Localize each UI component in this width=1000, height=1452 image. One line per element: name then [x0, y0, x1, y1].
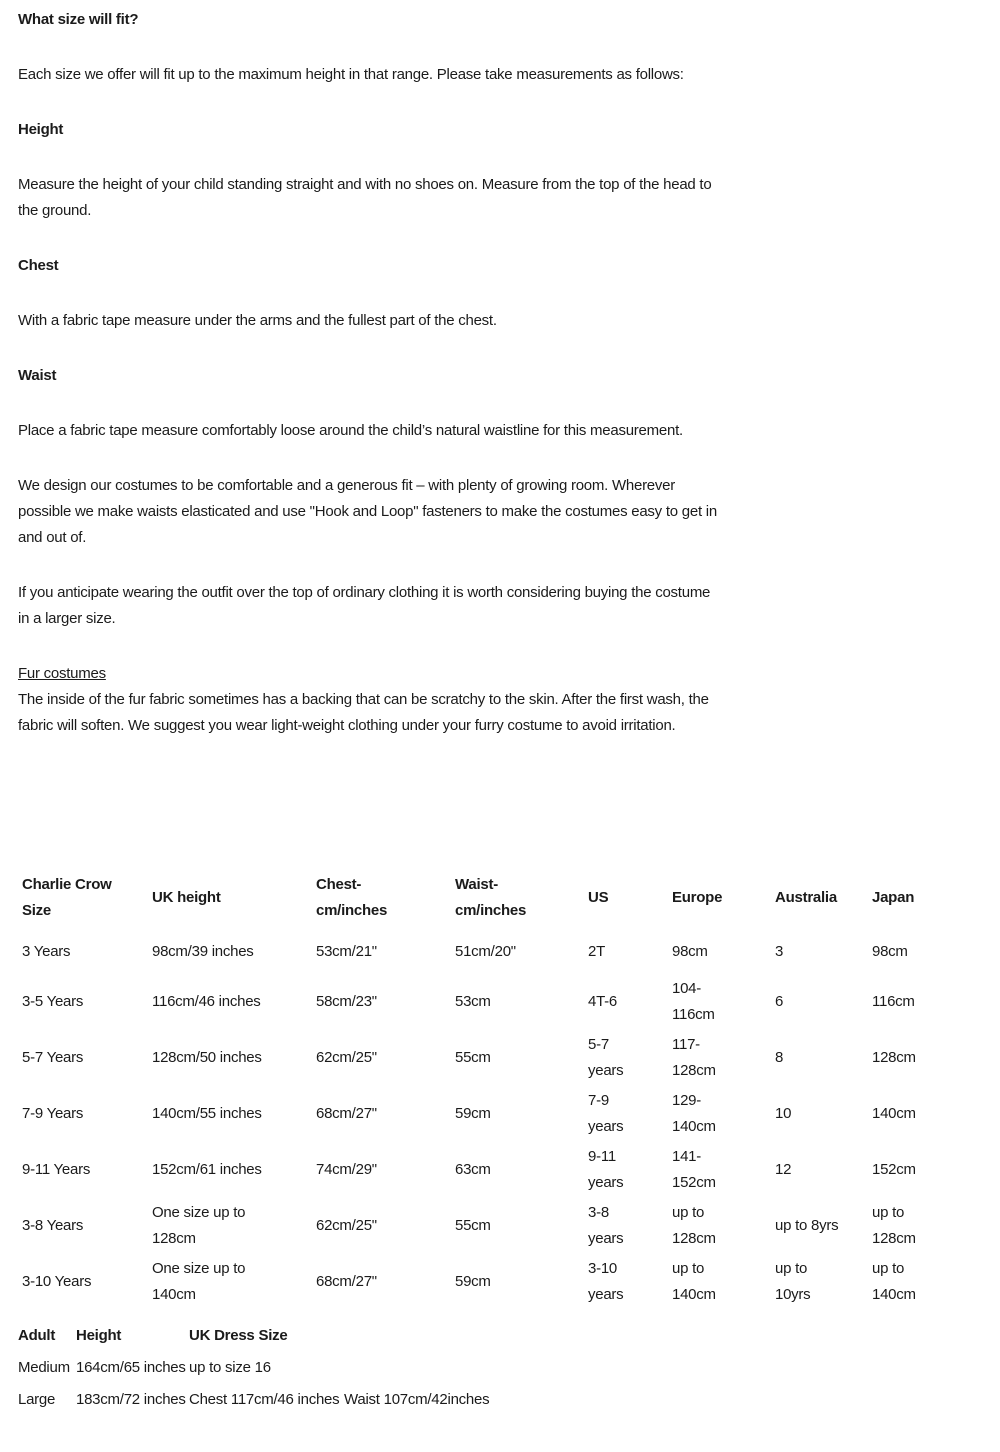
table-cell: 3: [775, 943, 784, 960]
table-cell: 129-140cm: [672, 1092, 716, 1135]
table-cell: 53cm: [455, 993, 491, 1010]
column-header: Charlie Crow Size: [22, 876, 112, 919]
table-cell: 116cm/46 inches: [152, 993, 261, 1010]
column-header: Europe: [672, 889, 723, 906]
table-cell: 59cm: [455, 1105, 491, 1122]
table-cell: 164cm/65 inches: [76, 1359, 186, 1376]
table-cell: Waist 107cm/42inches: [344, 1391, 490, 1408]
section-heading-fur-costumes: Fur costumes: [18, 665, 106, 682]
table-cell: 7-9 years: [588, 1092, 624, 1135]
section-heading-chest: Chest: [18, 257, 59, 274]
table-cell: 3-8 Years: [22, 1217, 84, 1234]
paragraph-line: fabric will soften. We suggest you wear light-weight clothing under your furry costume to avoid irritation.: [18, 717, 676, 734]
page-title: What size will fit?: [18, 11, 139, 28]
table-cell: 10: [775, 1105, 792, 1122]
table-cell: 53cm/21": [316, 943, 377, 960]
column-header: US: [588, 889, 609, 906]
table-cell: 3-10 Years: [22, 1273, 92, 1290]
paragraph-line: in a larger size.: [18, 610, 116, 627]
column-header: Adult: [18, 1327, 56, 1344]
table-cell: Chest 117cm/46 inches: [189, 1391, 340, 1408]
table-cell: 9-11 Years: [22, 1161, 91, 1178]
table-cell: 3-10 years: [588, 1260, 624, 1303]
paragraph-line: Measure the height of your child standing straight and with no shoes on. Measure from the top of the head to: [18, 176, 712, 193]
table-cell: 55cm: [455, 1217, 491, 1234]
table-cell: up to size 16: [189, 1359, 271, 1376]
table-row: [22, 1142, 985, 1198]
table-cell: 58cm/23": [316, 993, 377, 1010]
fur-paragraph: [18, 687, 985, 739]
table-header-row: [18, 1320, 985, 1352]
table-cell: 2T: [588, 943, 606, 960]
table-cell: 7-9 Years: [22, 1105, 84, 1122]
table-cell: 104-116cm: [672, 980, 715, 1023]
table-cell: 3-8 years: [588, 1204, 624, 1247]
table-cell: 68cm/27": [316, 1105, 377, 1122]
intro-paragraph: Each size we offer will fit up to the maximum height in that range. Please take measurements as follows:: [18, 66, 684, 83]
table-cell: 51cm/20": [455, 943, 516, 960]
table-header-row: [22, 866, 985, 930]
table-cell: 117-128cm: [672, 1036, 716, 1079]
table-cell: up to 128cm: [672, 1204, 716, 1247]
table-cell: up to 8yrs: [775, 1217, 839, 1234]
table-cell: up to 128cm: [872, 1204, 916, 1247]
table-cell: 74cm/29": [316, 1161, 377, 1178]
chest-paragraph: With a fabric tape measure under the arms and the fullest part of the chest.: [18, 312, 497, 329]
table-cell: 152cm/61 inches: [152, 1161, 262, 1178]
table-cell: 3-5 Years: [22, 993, 84, 1010]
table-row: [18, 1384, 985, 1416]
table-row: [22, 974, 985, 1030]
table-cell: 68cm/27": [316, 1273, 377, 1290]
fit-note-paragraph: [18, 473, 985, 551]
table-cell: 55cm: [455, 1049, 491, 1066]
table-cell: up to 140cm: [872, 1260, 916, 1303]
column-header: Japan: [872, 889, 915, 906]
table-cell: up to 140cm: [672, 1260, 716, 1303]
table-cell: 5-7 Years: [22, 1049, 84, 1066]
paragraph-line: The inside of the fur fabric sometimes has a backing that can be scratchy to the skin. After the first wash, the: [18, 691, 709, 708]
table-cell: 98cm/39 inches: [152, 943, 254, 960]
table-cell: up to 10yrs: [775, 1260, 811, 1303]
column-header: Height: [76, 1327, 122, 1344]
table-cell: 59cm: [455, 1273, 491, 1290]
paragraph-line: the ground.: [18, 202, 92, 219]
table-row: [22, 930, 985, 974]
paragraph-line: possible we make waists elasticated and use "Hook and Loop" fasteners to make the costumes easy to get in: [18, 503, 717, 520]
table-cell: 140cm: [872, 1105, 916, 1122]
table-cell: 9-11 years: [588, 1148, 624, 1191]
table-cell: Medium: [18, 1359, 70, 1376]
table-row: [22, 1198, 985, 1254]
table-cell: 63cm: [455, 1161, 491, 1178]
table-row: [18, 1352, 985, 1384]
section-heading-waist: Waist: [18, 367, 57, 384]
height-paragraph: [18, 172, 985, 224]
table-cell: 183cm/72 inches: [76, 1391, 186, 1408]
table-cell: 6: [775, 993, 784, 1010]
table-cell: 12: [775, 1161, 792, 1178]
table-cell: 98cm: [872, 943, 908, 960]
paragraph-line: We design our costumes to be comfortable and a generous fit – with plenty of growing room. Wherever: [18, 477, 675, 494]
table-cell: Large: [18, 1391, 56, 1408]
table-cell: 5-7 years: [588, 1036, 624, 1079]
waist-paragraph: Place a fabric tape measure comfortably loose around the child’s natural waistline for this measurement.: [18, 422, 683, 439]
table-cell: 3 Years: [22, 943, 71, 960]
table-cell: 62cm/25": [316, 1217, 377, 1234]
column-header: UK Dress Size: [189, 1327, 288, 1344]
paragraph-line: If you anticipate wearing the outfit over the top of ordinary clothing it is worth considering buying the costume: [18, 584, 711, 601]
table-cell: 152cm: [872, 1161, 916, 1178]
table-cell: 98cm: [672, 943, 708, 960]
table-cell: 128cm/50 inches: [152, 1049, 262, 1066]
table-cell: 8: [775, 1049, 784, 1066]
column-header: Chest- cm/inches: [316, 876, 388, 919]
larger-size-paragraph: [18, 580, 985, 632]
table-cell: 128cm: [872, 1049, 916, 1066]
table-cell: 4T-6: [588, 993, 618, 1010]
column-header: UK height: [152, 889, 221, 906]
table-cell: 62cm/25": [316, 1049, 377, 1066]
table-cell: 140cm/55 inches: [152, 1105, 262, 1122]
table-cell: One size up to 140cm: [152, 1260, 246, 1303]
table-row: [22, 1254, 985, 1310]
column-header: Australia: [775, 889, 837, 906]
table-cell: 116cm: [872, 993, 915, 1010]
column-header: Waist- cm/inches: [455, 876, 527, 919]
adult-size-table: [18, 1320, 985, 1416]
table-row: [22, 1030, 985, 1086]
section-heading-height: Height: [18, 121, 64, 138]
table-row: [22, 1086, 985, 1142]
table-cell: One size up to 128cm: [152, 1204, 246, 1247]
paragraph-line: and out of.: [18, 529, 87, 546]
size-conversion-table: [22, 866, 985, 1310]
table-cell: 141-152cm: [672, 1148, 716, 1191]
